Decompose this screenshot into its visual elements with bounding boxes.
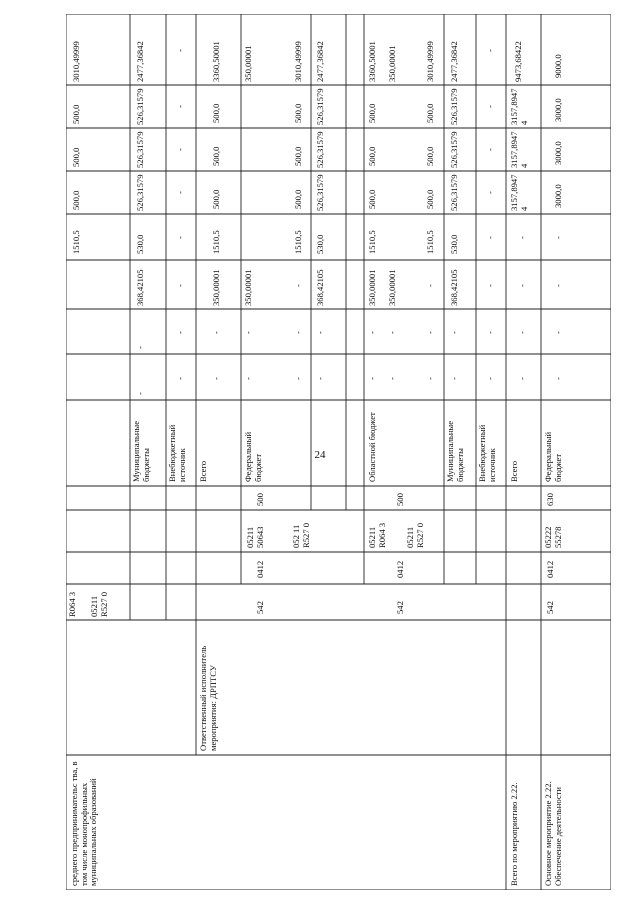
source-cell: Всего bbox=[198, 460, 208, 482]
rotated-table-region bbox=[66, 14, 611, 890]
value-cell: - bbox=[553, 284, 563, 287]
value-cell: - bbox=[243, 377, 253, 380]
value-cell: 500,0 bbox=[425, 146, 435, 166]
value-cell: 350,00001 bbox=[243, 45, 253, 82]
value-cell: 526,31579 bbox=[449, 131, 459, 168]
value-cell: 3157,8947 4 bbox=[509, 174, 529, 211]
value-cell: - bbox=[175, 191, 185, 194]
value-cell: - bbox=[425, 331, 435, 334]
value-cell: - bbox=[553, 236, 563, 239]
value-cell: 500,0 bbox=[211, 189, 221, 209]
value-cell: 2477,36842 bbox=[315, 41, 325, 82]
value-cell: - bbox=[135, 346, 145, 349]
value-cell: 368,42105 bbox=[315, 269, 325, 306]
value-cell: 3000,0 bbox=[553, 98, 563, 122]
source-cell: Федеральный бюджет bbox=[243, 431, 263, 482]
value-cell: 526,31579 bbox=[315, 131, 325, 168]
value-cell: 1510,5 bbox=[367, 230, 377, 254]
budget-table bbox=[66, 14, 611, 890]
csr-cell: 052 11 R527 0 bbox=[291, 522, 311, 548]
value-cell: 350,00001 bbox=[211, 269, 221, 306]
grbs-cell: 542 bbox=[255, 601, 265, 614]
value-cell: - bbox=[485, 191, 495, 194]
value-cell: - bbox=[517, 377, 527, 380]
value-cell: - bbox=[517, 331, 527, 334]
value-cell: - bbox=[175, 49, 185, 52]
vr-cell: 500 bbox=[255, 493, 265, 506]
value-cell: - bbox=[175, 236, 185, 239]
value-cell: - bbox=[293, 331, 303, 334]
value-cell: - bbox=[175, 148, 185, 151]
csr-tail-cell: R064 3 bbox=[67, 591, 77, 617]
value-cell: - bbox=[315, 331, 325, 334]
value-cell: 500,0 bbox=[293, 189, 303, 209]
page-number: 24 bbox=[314, 449, 326, 461]
value-cell: - bbox=[485, 331, 495, 334]
rz-cell: 0412 bbox=[545, 560, 555, 578]
value-cell: 1510,5 bbox=[425, 230, 435, 254]
value-cell: - bbox=[425, 284, 435, 287]
value-cell: 526,31579 bbox=[449, 174, 459, 211]
value-cell: 1510,5 bbox=[293, 230, 303, 254]
source-cell: Внебюджетный источник bbox=[167, 424, 187, 482]
value-cell: 526,31579 bbox=[315, 88, 325, 125]
value-cell: - bbox=[211, 331, 221, 334]
value-cell: - bbox=[485, 284, 495, 287]
value-cell: - bbox=[553, 377, 563, 380]
value-cell: - bbox=[135, 392, 145, 395]
rz-cell: 0412 bbox=[395, 560, 405, 578]
value-cell: 3000,0 bbox=[553, 141, 563, 165]
value-cell: - bbox=[485, 236, 495, 239]
source-cell: Муниципальные бюджеты bbox=[131, 420, 151, 482]
value-cell: - bbox=[485, 148, 495, 151]
vr-cell: 500 bbox=[395, 493, 405, 506]
value-cell: - bbox=[293, 377, 303, 380]
value-cell: 2477,36842 bbox=[135, 41, 145, 82]
value-cell: 500,0 bbox=[71, 190, 81, 210]
value-cell: 350,00001 bbox=[367, 269, 377, 306]
value-cell: 530,0 bbox=[135, 234, 145, 254]
vr-cell: 630 bbox=[545, 493, 555, 506]
rz-cell: 0412 bbox=[255, 560, 265, 578]
value-cell: 3010,49999 bbox=[425, 41, 435, 82]
value-cell: - bbox=[553, 331, 563, 334]
value-cell: 350,00001 bbox=[387, 45, 397, 82]
value-cell: - bbox=[485, 377, 495, 380]
value-cell: 500,0 bbox=[71, 147, 81, 167]
value-cell: 500,0 bbox=[425, 103, 435, 123]
value-cell: 9000,0 bbox=[553, 54, 563, 78]
value-cell: - bbox=[367, 377, 377, 380]
grbs-cell: 542 bbox=[395, 601, 405, 614]
value-cell: - bbox=[293, 284, 303, 287]
value-cell: - bbox=[175, 377, 185, 380]
value-cell: 526,31579 bbox=[135, 174, 145, 211]
source-cell: Внебюджетный источник bbox=[477, 424, 497, 482]
executor-cell: Ответственный исполнитель мероприятия: ДРПТСУ bbox=[198, 645, 218, 751]
value-cell: - bbox=[175, 284, 185, 287]
value-cell: 9473,68422 bbox=[513, 41, 523, 82]
value-cell: 526,31579 bbox=[135, 131, 145, 168]
value-cell: 500,0 bbox=[211, 103, 221, 123]
value-cell: 350,00001 bbox=[387, 269, 397, 306]
value-cell: 500,0 bbox=[293, 146, 303, 166]
value-cell: - bbox=[425, 377, 435, 380]
source-cell: Всего bbox=[509, 460, 519, 482]
value-cell: 3157,8947 4 bbox=[509, 88, 529, 125]
grbs-cell: 542 bbox=[545, 601, 555, 614]
csr-cell: 05222 55278 bbox=[543, 526, 563, 548]
value-cell: 2477,36842 bbox=[449, 41, 459, 82]
value-cell: - bbox=[485, 105, 495, 108]
value-cell: 526,31579 bbox=[449, 88, 459, 125]
value-cell: - bbox=[485, 49, 495, 52]
value-cell: 3010,49999 bbox=[71, 41, 81, 82]
csr-cell: 05211 R527 0 bbox=[405, 522, 425, 548]
csr-cell: 05211 R064 3 bbox=[367, 522, 387, 548]
value-cell: 500,0 bbox=[367, 146, 377, 166]
source-cell: Областной бюджет bbox=[367, 412, 377, 482]
value-cell: 368,42105 bbox=[135, 269, 145, 306]
value-cell: - bbox=[517, 284, 527, 287]
value-cell: 3000,0 bbox=[553, 184, 563, 208]
measure-name-cell: Основное мероприятие 2.22. Обеспечение деятельности bbox=[543, 781, 563, 886]
value-cell: 500,0 bbox=[367, 103, 377, 123]
value-cell: 530,0 bbox=[449, 234, 459, 254]
value-cell: - bbox=[387, 377, 397, 380]
value-cell: 500,0 bbox=[293, 103, 303, 123]
csr-cell: 05211 50643 bbox=[245, 526, 265, 548]
value-cell: 3360,50001 bbox=[367, 41, 377, 82]
value-cell: 526,31579 bbox=[315, 174, 325, 211]
value-cell: - bbox=[449, 377, 459, 380]
measure-total-cell: Всего по мероприятию 2.22. bbox=[509, 782, 519, 886]
value-cell: - bbox=[517, 236, 527, 239]
value-cell: 526,31579 bbox=[135, 88, 145, 125]
value-cell: - bbox=[175, 331, 185, 334]
value-cell: - bbox=[315, 377, 325, 380]
value-cell: 500,0 bbox=[367, 189, 377, 209]
value-cell: 3157,8947 4 bbox=[509, 131, 529, 168]
value-cell: 500,0 bbox=[71, 104, 81, 124]
csr-next-cell: 05211 R527 0 bbox=[89, 591, 109, 617]
value-cell: 530,0 bbox=[315, 234, 325, 254]
value-cell: - bbox=[387, 331, 397, 334]
source-cell: Муниципальные бюджеты bbox=[445, 420, 465, 482]
value-cell: - bbox=[449, 331, 459, 334]
value-cell: 368,42105 bbox=[449, 269, 459, 306]
measure-name-cell: среднего предпринимательс тва, в том числе монопрофильных муниципальных образований bbox=[69, 761, 99, 886]
value-cell: 3360,50001 bbox=[211, 41, 221, 82]
value-cell: 350,00001 bbox=[243, 269, 253, 306]
value-cell: 3010,49999 bbox=[293, 41, 303, 82]
value-cell: - bbox=[243, 331, 253, 334]
value-cell: - bbox=[211, 377, 221, 380]
value-cell: 1510,5 bbox=[71, 230, 81, 254]
value-cell: 500,0 bbox=[211, 146, 221, 166]
value-cell: - bbox=[175, 105, 185, 108]
value-cell: - bbox=[367, 331, 377, 334]
value-cell: 1510,5 bbox=[211, 230, 221, 254]
value-cell: 500,0 bbox=[425, 189, 435, 209]
source-cell: Федеральный бюджет bbox=[543, 431, 563, 482]
